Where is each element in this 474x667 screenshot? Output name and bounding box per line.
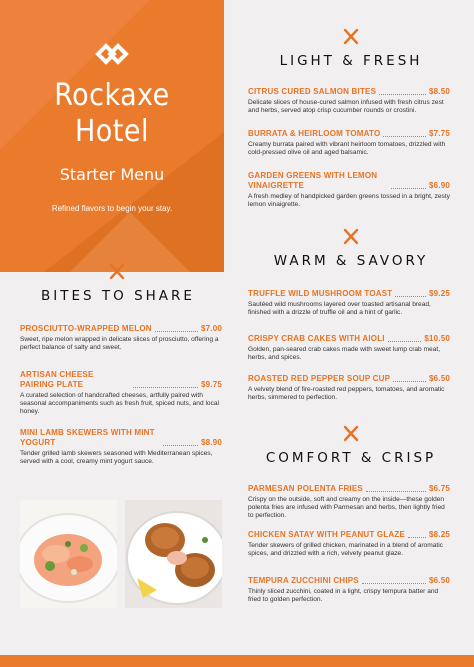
item-name: BURRATA & HEIRLOOM TOMATO <box>248 129 381 138</box>
item-name: PARMESAN POLENTA FRIES <box>248 484 363 493</box>
item-name: MINI LAMB SKEWERS WITH MINT YOGURT <box>20 428 155 447</box>
item-price: $9.25 <box>428 289 450 298</box>
item-name: ARTISAN CHEESE PAIRING PLATE <box>20 370 94 389</box>
item-description: A velvety blend of fire-roasted red peppers, tomatoes, and aromatic herbs, simmered to perfection. <box>248 386 445 401</box>
item-price: $6.50 <box>428 576 450 585</box>
item-description: A curated selection of handcrafted cheeses, artfully paired with seasonal accompaniments such as fresh fruit, spiced nuts, and local honey. <box>20 392 220 415</box>
item-price: $10.50 <box>424 334 450 343</box>
menu-item <box>248 576 450 604</box>
hotel-name <box>0 78 224 150</box>
item-description: Creamy burrata paired with vibrant heirloom tomatoes, drizzled with cold-pressed olive oil and aged balsamic. <box>248 141 446 156</box>
menu-item <box>20 324 222 352</box>
salmon-dish-photo <box>20 500 117 608</box>
item-price: $7.75 <box>428 129 450 138</box>
menu-subtitle: Starter Menu <box>59 165 165 184</box>
item-price: $8.90 <box>200 438 222 447</box>
fork-knife-icon <box>342 227 360 245</box>
hero-banner <box>0 0 224 272</box>
item-name: PROSCIUTTO-WRAPPED MELON <box>20 324 152 333</box>
item-description: Golden, pan-seared crab cakes made with sweet lump crab meat, herbs, and spices. <box>248 346 441 361</box>
item-name: GARDEN GREENS WITH LEMON VINAIGRETTE <box>248 171 378 190</box>
item-name: CHICKEN SATAY WITH PEANUT GLAZE <box>248 530 406 539</box>
item-name: TRUFFLE WILD MUSHROOM TOAST <box>248 289 393 298</box>
item-price: $9.75 <box>200 380 222 389</box>
item-description: Tender skewers of grilled chicken, marinated in a blend of aromatic spices, and drizzled with a rich, velvety peanut glaze. <box>248 542 443 557</box>
menu-item <box>248 289 450 317</box>
crab-cakes-photo <box>125 500 222 608</box>
item-description: A fresh medley of handpicked garden greens tossed in a bright, zesty lemon vinaigrette. <box>248 193 450 208</box>
fork-knife-icon <box>342 424 360 442</box>
item-description: Crispy on the outside, soft and creamy on the inside—these golden polenta fries are infused with Parmesan and herbs, then lightly fried to perfection. <box>248 496 445 519</box>
menu-item <box>248 171 450 209</box>
item-description: Delicate slices of house-cured salmon infused with fresh citrus zest and herbs, served atop crisp cucumber rounds or crostini. <box>248 99 444 114</box>
item-name: CRISPY CRAB CAKES WITH AIOLI <box>248 334 385 343</box>
item-price: $8.25 <box>428 530 450 539</box>
section-title-light-fresh: LIGHT & FRESH <box>279 53 423 69</box>
item-price: $6.75 <box>428 484 450 493</box>
item-description: Tender grilled lamb skewers seasoned with Mediterranean spices, served with a cool, creamy mint yogurt sauce. <box>20 450 213 465</box>
item-price: $6.50 <box>428 374 450 383</box>
menu-item <box>20 370 222 416</box>
item-price: $7.00 <box>200 324 222 333</box>
fork-knife-icon <box>108 262 126 280</box>
hotel-name-line2: Hotel <box>75 114 149 149</box>
menu-item <box>248 374 450 402</box>
item-price: $8.50 <box>428 87 450 96</box>
menu-item <box>248 334 450 362</box>
section-title-bites-share: BITES TO SHARE <box>41 288 195 304</box>
hero-decor-triangle <box>70 212 190 272</box>
item-name: ROASTED RED PEPPER SOUP CUP <box>248 374 391 383</box>
item-description: Thinly sliced zucchini, coated in a light, crispy tempura batter and fried to golden perfection. <box>248 588 439 603</box>
hotel-logo-icon <box>92 40 132 68</box>
menu-item <box>248 87 450 115</box>
item-price: $6.90 <box>428 181 450 190</box>
section-title-comfort-crisp: COMFORT & CRISP <box>265 450 437 466</box>
menu-item <box>20 428 222 466</box>
menu-item <box>248 530 450 558</box>
hotel-name-line1: Rockaxe <box>54 78 170 113</box>
section-title-warm-savory: WARM & SAVORY <box>273 253 429 269</box>
menu-item <box>248 484 450 520</box>
fork-knife-icon <box>342 27 360 45</box>
item-description: Sweet, ripe melon wrapped in delicate slices of prosciutto, offering a perfect balance of salty and sweet. <box>20 336 219 351</box>
menu-item <box>248 129 450 157</box>
item-description: Sautéed wild mushrooms layered over toasted artisanal bread, finished with a drizzle of truffle oil and a hint of garlic. <box>248 301 431 316</box>
item-name: TEMPURA ZUCCHINI CHIPS <box>248 576 359 585</box>
footer-accent-bar <box>0 655 474 667</box>
item-name: CITRUS CURED SALMON BITES <box>248 87 377 96</box>
tagline: Refined flavors to begin your stay. <box>51 204 173 213</box>
